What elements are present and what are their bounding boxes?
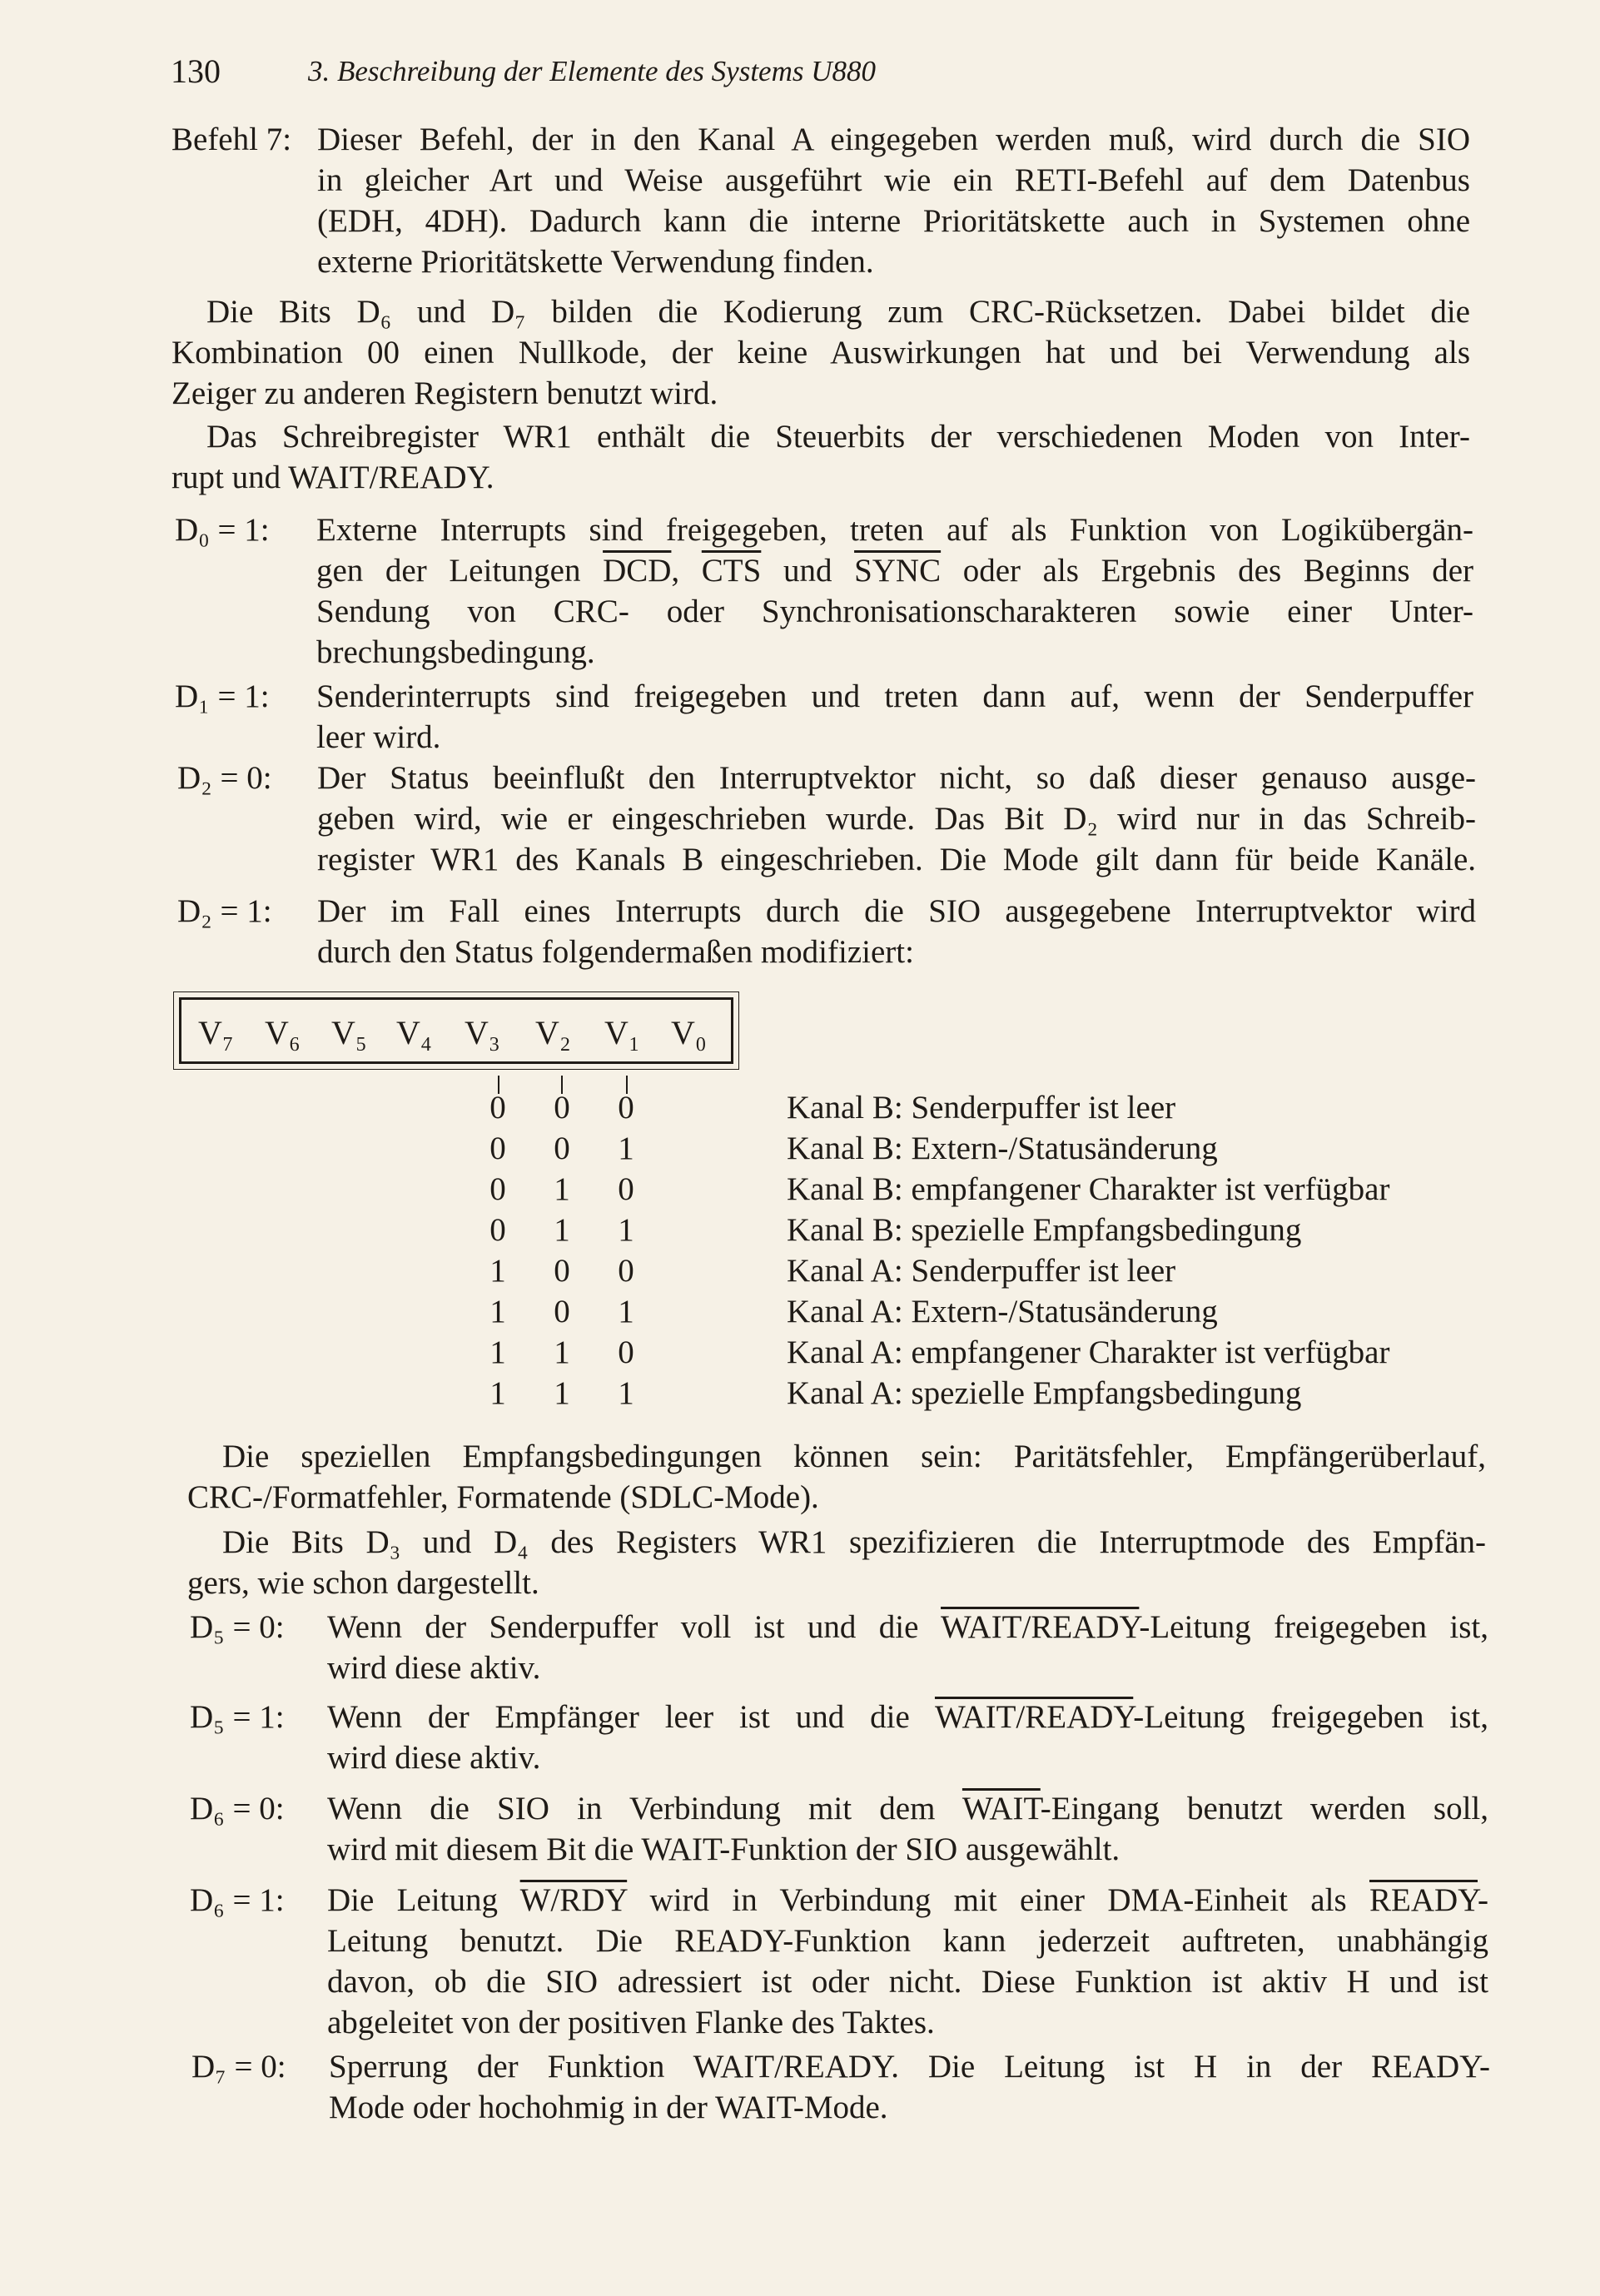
bit-v3: 1 [489, 1375, 506, 1411]
vector-bit: V₇ [198, 1014, 234, 1051]
wait-ready-signal: WAIT/READY [941, 1609, 1140, 1645]
paragraph-line: Das Schreibregister WR1 enthält die Steuerbits der verschiedenen Moden von Inter- [206, 419, 1470, 455]
d0-1-line-signals: gen der Leitungen $\overline{DCD}$, $\overline{CTS}$ und SYNC oder als Ergebnis des Beginns der [316, 553, 1474, 589]
dcd-signal: $\overline{DCD}$ [603, 553, 672, 589]
d6-1-line: Leitung benutzt. Die READY-Funktion kann jederzeit auftreten, unabhängig [327, 1923, 1488, 1959]
befehl-7-line: externe Prioritätskette Verwendung finden. [317, 244, 874, 280]
row-description: Kanal B: spezielle Empfangsbedingung [787, 1212, 1302, 1248]
vector-bit: V₀ [671, 1014, 707, 1051]
running-head: 3. Beschreibung der Elemente des Systems U880 [308, 55, 877, 87]
d1-1-line: leer wird. [316, 719, 441, 755]
d7-0-term: D₇ = 0: [191, 2049, 286, 2085]
wait-signal: WAIT [961, 1791, 1041, 1826]
bit-v1: 0 [618, 1334, 634, 1370]
paragraph-line: rupt und WAIT/READY. [171, 460, 494, 495]
paragraph-line: Die Bits D₃ und D₄ des Registers WR1 spezifizieren die Interruptmode des Empfän- [222, 1524, 1486, 1560]
row-description: Kanal A: Senderpuffer ist leer [787, 1253, 1176, 1289]
befehl-7-line: in gleicher Art und Weise ausgeführt wie ein RETI-Befehl auf dem Datenbus [317, 162, 1470, 198]
bit-v2: 0 [554, 1131, 570, 1166]
table-row [466, 1211, 1507, 1252]
d5-0-line: Wenn der Senderpuffer voll ist und die WAIT/READY-Leitung freigegeben ist, [327, 1609, 1488, 1645]
d2-0-line: Der Status beeinflußt den Interruptvektor nicht, so daß dieser genauso ausge- [317, 760, 1476, 796]
interrupt-vector-box [179, 997, 733, 1064]
d6-0-line: Wenn die SIO in Verbindung mit dem WAIT-Eingang benutzt werden soll, [327, 1791, 1488, 1826]
d0-1-line: brechungsbedingung. [316, 634, 595, 670]
d7-0-line: Mode oder hochohmig in der WAIT-Mode. [329, 2090, 888, 2125]
table-row [466, 1252, 1507, 1293]
bit-v3: 1 [489, 1294, 506, 1329]
befehl-7-line: Dieser Befehl, der in den Kanal A eingegeben werden muß, wird durch die SIO [317, 122, 1470, 157]
vector-bit: V₄ [396, 1014, 432, 1051]
bit-v3: 0 [489, 1131, 506, 1166]
bit-v3: 0 [489, 1212, 506, 1248]
d6-0-line: wird mit diesem Bit die WAIT-Funktion der SIO ausgewählt. [327, 1831, 1120, 1867]
d6-1-term: D₆ = 1: [190, 1882, 285, 1918]
row-description: Kanal A: spezielle Empfangsbedingung [787, 1375, 1302, 1411]
paragraph-wr1 [171, 416, 1470, 498]
d2-0-line: geben wird, wie er eingeschrieben wurde. Das Bit D₂ wird nur in das Schreib- [317, 801, 1476, 837]
bit-v2: 1 [554, 1334, 570, 1370]
d0-1-line: Sendung von CRC- oder Synchronisationscharakteren sowie einer Unter- [316, 594, 1473, 629]
d5-1-line: Wenn der Empfänger leer ist und die WAIT/READY-Leitung freigegeben ist, [327, 1699, 1488, 1735]
row-description: Kanal B: Senderpuffer ist leer [787, 1090, 1176, 1126]
d2-1-line: Der im Fall eines Interrupts durch die SIO ausgegebene Interruptvektor wird [317, 893, 1476, 929]
paragraph-special-conditions [187, 1436, 1486, 1518]
d6-0-term: D₆ = 0: [190, 1791, 285, 1826]
bit-v2: 1 [554, 1212, 570, 1248]
table-row [466, 1334, 1507, 1374]
d1-1-line: Senderinterrupts sind freigegeben und treten dann auf, wenn der Senderpuffer [316, 678, 1473, 714]
d2-1-term: D₂ = 1: [177, 893, 272, 929]
paragraph-line: Zeiger zu anderen Registern benutzt wird. [171, 375, 718, 411]
cts-signal: $\overline{CTS}$ [701, 553, 762, 589]
table-row [466, 1130, 1507, 1170]
row-description: Kanal B: empfangener Charakter ist verfügbar [787, 1171, 1390, 1207]
row-description: Kanal B: Extern-/Statusänderung [787, 1131, 1218, 1166]
vector-bit: V₅ [331, 1014, 367, 1051]
w-rdy-signal: W/RDY [519, 1882, 628, 1918]
d5-0-term: D₅ = 0: [190, 1609, 285, 1645]
d7-0-line: Sperrung der Funktion WAIT/READY. Die Leitung ist H in der READY- [329, 2049, 1490, 2085]
d5-1-term: D₅ = 1: [190, 1699, 285, 1735]
d2-0-line: register WR1 des Kanals B eingeschrieben. Die Mode gilt dann für beide Kanäle. [317, 842, 1476, 877]
bit-v2: 0 [554, 1253, 570, 1289]
page-header [171, 52, 1503, 102]
bit-v1: 0 [618, 1171, 634, 1207]
bit-v2: 0 [554, 1294, 570, 1329]
table-row [466, 1089, 1507, 1130]
bit-v2: 1 [554, 1375, 570, 1411]
d0-1-term: D₀ = 1: [175, 512, 270, 548]
befehl-7-term: Befehl 7: [171, 122, 292, 157]
paragraph-bits-d3-d4 [187, 1522, 1486, 1603]
d5-1-line: wird diese aktiv. [327, 1740, 541, 1776]
d2-1-line: durch den Status folgendermaßen modifiziert: [317, 934, 914, 970]
bit-v1: 0 [618, 1090, 634, 1126]
paragraph-line: gers, wie schon dargestellt. [187, 1565, 539, 1601]
d6-1-line: davon, ob die SIO adressiert ist oder nicht. Diese Funktion ist aktiv H und ist [327, 1964, 1488, 2000]
bit-v1: 0 [618, 1253, 634, 1289]
vector-bit: V₁ [604, 1014, 640, 1051]
bit-v2: 0 [554, 1090, 570, 1126]
bit-v3: 0 [489, 1171, 506, 1207]
paragraph-line: Kombination 00 einen Nullkode, der keine Auswirkungen hat und bei Verwendung als [171, 335, 1470, 370]
befehl-7-line: (EDH, 4DH). Dadurch kann die interne Prioritätskette auch in Systemen ohne [317, 203, 1470, 239]
bit-v3: 0 [489, 1090, 506, 1126]
bit-v3: 1 [489, 1334, 506, 1370]
table-row [466, 1293, 1507, 1334]
vector-bit: V₆ [265, 1014, 301, 1051]
paragraph-bits-d6-d7 [171, 291, 1470, 414]
row-description: Kanal A: Extern-/Statusänderung [787, 1294, 1218, 1329]
paragraph-line: Die speziellen Empfangsbedingungen können sein: Paritätsfehler, Empfängerüberlauf, [222, 1439, 1486, 1474]
bit-v2: 1 [554, 1171, 570, 1207]
sync-signal: SYNC [854, 553, 942, 589]
table-row [466, 1374, 1507, 1415]
d5-0-line: wird diese aktiv. [327, 1650, 541, 1686]
row-description: Kanal A: empfangener Charakter ist verfügbar [787, 1334, 1390, 1370]
d6-1-line: Die Leitung W/RDY wird in Verbindung mit einer DMA-Einheit als READY- [327, 1882, 1488, 1918]
d1-1-term: D₁ = 1: [175, 678, 270, 714]
paragraph-line: CRC-/Formatfehler, Formatende (SDLC-Mode). [187, 1479, 819, 1515]
bit-v3: 1 [489, 1253, 506, 1289]
bit-v1: 1 [618, 1212, 634, 1248]
ready-signal: READY [1369, 1882, 1478, 1918]
bit-v1: 1 [618, 1294, 634, 1329]
paragraph-line: Die Bits D₆ und D₇ bilden die Kodierung zum CRC-Rücksetzen. Dabei bildet die [206, 294, 1470, 330]
bit-v1: 1 [618, 1375, 634, 1411]
wait-ready-signal: WAIT/READY [934, 1699, 1134, 1735]
d0-1-line: Externe Interrupts sind freigegeben, treten auf als Funktion von Logikübergän- [316, 512, 1473, 548]
vector-bit: V₃ [465, 1014, 500, 1051]
page-number: 130 [171, 52, 221, 90]
d2-0-term: D₂ = 0: [177, 760, 272, 796]
vector-bit: V₂ [535, 1014, 571, 1051]
table-row [466, 1170, 1507, 1211]
bit-v1: 1 [618, 1131, 634, 1166]
d6-1-line: abgeleitet von der positiven Flanke des Taktes. [327, 2005, 935, 2040]
